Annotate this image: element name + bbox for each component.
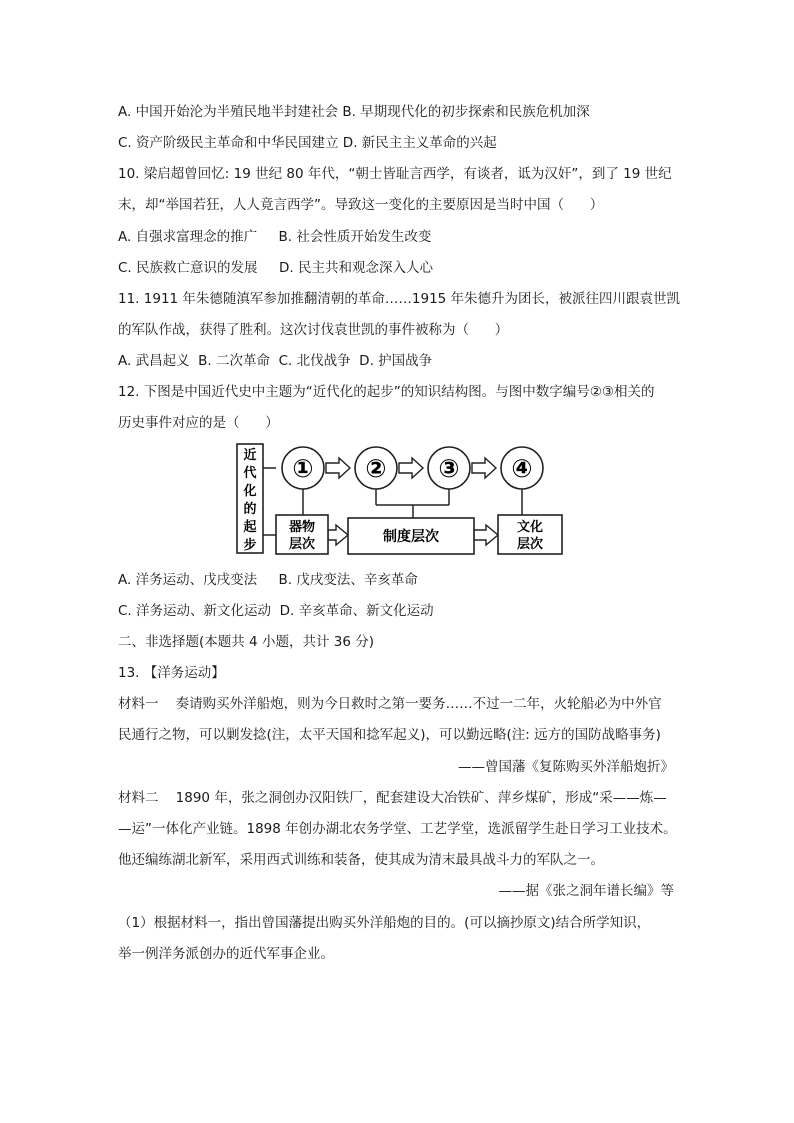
arrow-qiwu-zhidu xyxy=(328,525,348,545)
question-13-sub-1-line-2: 举一例洋务派创办的近代军事企业。 xyxy=(118,946,334,962)
circle-3 xyxy=(428,447,470,489)
question-13-title: 13. 【洋务运动】 xyxy=(118,665,225,681)
material-1-line-1: 材料一 奏请购买外洋船炮，则为今日救时之第一要务……不过一二年，火轮船必为中外官 xyxy=(118,696,662,712)
arrow-2-3 xyxy=(399,458,423,478)
box-wenhua-line-1: 文化 xyxy=(516,520,544,535)
citation-2: ——据《张之洞年谱长编》等 xyxy=(498,883,674,899)
question-10-line-1: 10. 梁启超曾回忆: 19 世纪 80 年代，“朝士皆耻言西学，有谈者，诋为汉奸”，到了 19 世纪 xyxy=(118,166,672,182)
material-1-line-2: 民通行之物，可以剿发捻(注，太平天国和捻军起义)，可以勤远略(注: 远方的国防战略事务) xyxy=(118,727,661,743)
side-label-char: 近 xyxy=(243,448,257,463)
box-qiwu-line-2: 层次 xyxy=(288,537,316,552)
box-zhidu xyxy=(348,518,474,554)
question-13-sub-1-line-1: （1）根据材料一，指出曾国藩提出购买外洋船炮的目的。(可以摘抄原文)结合所学知识， xyxy=(118,915,651,931)
arrow-1-2 xyxy=(326,458,350,478)
side-label-char: 化 xyxy=(243,484,257,499)
material-2-line-1: 材料二 1890 年，张之洞创办汉阳铁厂，配套建设大冶铁矿、萍乡煤矿，形成“采——炼— xyxy=(118,790,667,806)
question-11-line-1: 11. 1911 年朱德随滇军参加推翻清朝的革命……1915 年朱德升为团长，被派往四川跟袁世凯 xyxy=(118,291,681,307)
option-line-12ab: A. 洋务运动、戊戌变法 B. 戊戌变法、辛亥革命 xyxy=(118,572,418,588)
option-line-10ab: A. 自强求富理念的推广 B. 社会性质开始发生改变 xyxy=(118,229,432,245)
option-line-10cd: C. 民族救亡意识的发展 D. 民主共和观念深入人心 xyxy=(118,260,433,276)
circle-1 xyxy=(282,447,324,489)
option-line-9cd: C. 资产阶级民主革命和中华民国建立 D. 新民主主义革命的兴起 xyxy=(118,135,497,151)
box-qiwu xyxy=(276,515,328,554)
box-qiwu-line-1: 器物 xyxy=(288,520,316,535)
box-wenhua-line-2: 层次 xyxy=(516,537,544,552)
arrow-zhidu-wenhua xyxy=(474,525,498,545)
knowledge-structure-diagram xyxy=(236,443,568,555)
circle-1-label: ① xyxy=(292,454,314,483)
question-12-line-1: 12. 下图是中国近代史中主题为“近代化的起步”的知识结构图。与图中数字编号②③相关的 xyxy=(118,384,655,400)
side-label-char: 起 xyxy=(243,520,257,535)
question-11-line-2: 的军队作战，获得了胜利。这次讨伐袁世凯的事件被称为（ ） xyxy=(118,322,509,338)
question-12-line-2: 历史事件对应的是（ ） xyxy=(118,415,279,431)
box-zhidu-label: 制度层次 xyxy=(383,529,439,545)
option-line-12cd: C. 洋务运动、新文化运动 D. 辛亥革命、新文化运动 xyxy=(118,603,434,619)
arrow-3-4 xyxy=(472,458,496,478)
material-2-line-3: 他还编练湖北新军，采用西式训练和装备，使其成为清末最具战斗力的军队之一。 xyxy=(118,852,604,868)
circle-4-label: ④ xyxy=(511,454,533,483)
circle-2 xyxy=(355,447,397,489)
material-2-line-2: —运”一体化产业链。1898 年创办湖北农务学堂、工艺学堂，选派留学生赴日学习工业技术。 xyxy=(118,821,677,837)
box-wenhua xyxy=(498,515,562,554)
citation-1: ——曾国藩《复陈购买外洋船炮折》 xyxy=(458,759,674,775)
circle-4 xyxy=(501,447,543,489)
circle-3-label: ③ xyxy=(438,454,460,483)
side-label-char: 的 xyxy=(243,502,257,517)
section-heading: 二、非选择题(本题共 4 小题，共计 36 分) xyxy=(118,634,374,650)
side-label-char: 代 xyxy=(243,466,257,481)
circle-2-label: ② xyxy=(365,454,387,483)
side-label-char: 步 xyxy=(243,538,257,553)
option-line-9ab: A. 中国开始沦为半殖民地半封建社会 B. 早期现代化的初步探索和民族危机加深 xyxy=(118,104,590,120)
question-10-line-2: 末，却“举国若狂，人人竟言西学”。导致这一变化的主要原因是当时中国（ ） xyxy=(118,197,604,213)
option-line-11: A. 武昌起义 B. 二次革命 C. 北伐战争 D. 护国战争 xyxy=(118,353,433,369)
